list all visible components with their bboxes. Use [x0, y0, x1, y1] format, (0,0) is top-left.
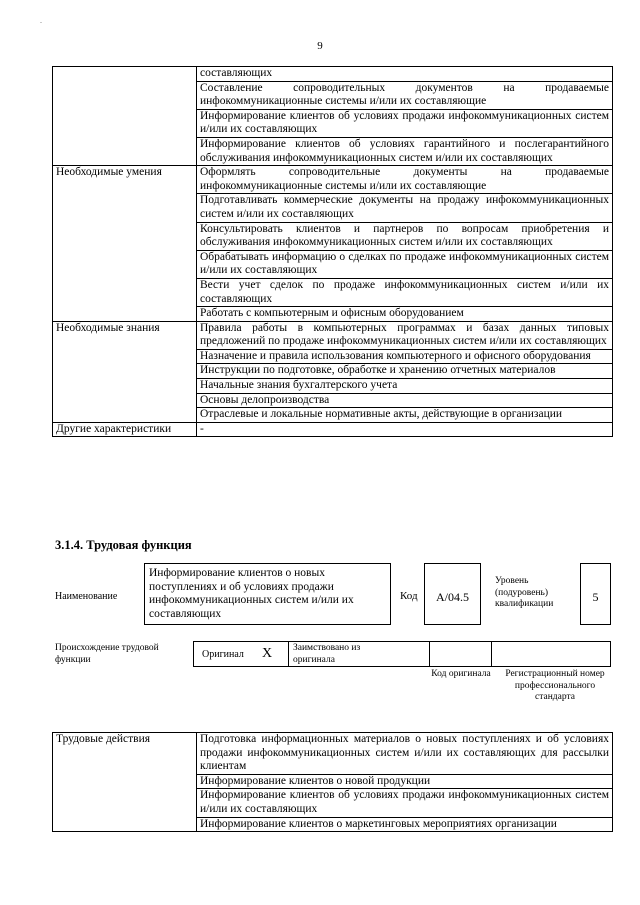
- scan-mark: .: [40, 16, 42, 25]
- level-box: [580, 563, 611, 625]
- row-label: Необходимые умения: [53, 166, 197, 322]
- row-item: Информирование клиентов о новой продукции: [197, 774, 613, 789]
- table-row: [53, 166, 613, 194]
- competency-table: [52, 66, 613, 437]
- labor-actions-table: [52, 732, 613, 832]
- reg-number-label: Регистрационный номер профессионального стандарта: [505, 669, 605, 702]
- row-label: Необходимые знания: [53, 321, 197, 422]
- row-item: Информирование клиентов об условиях гарантийного и послегарантийного обслуживания инфокоммуникационных систем и/или их составляющих: [197, 137, 613, 165]
- row-item: Подготавливать коммерческие документы на продажу инфокоммуникационных систем и/или их составляющих: [197, 194, 613, 222]
- borrowed-label: Заимствовано из оригинала: [293, 643, 361, 665]
- code-label: Код: [400, 590, 418, 602]
- level-value: 5: [592, 590, 599, 604]
- code-value: A/04.5: [436, 590, 469, 604]
- borrowed-cell: [288, 641, 430, 667]
- row-item: составляющих: [197, 67, 613, 82]
- row-item: Обрабатывать информацию о сделках по продаже инфокоммуникационных систем и/или их составляющих: [197, 250, 613, 278]
- original-cell: [193, 641, 289, 667]
- section-heading: 3.1.4. Трудовая функция: [55, 538, 192, 552]
- table-row: [53, 733, 613, 775]
- level-label: Уровень (подуровень) квалификации: [495, 576, 554, 609]
- row-label: Трудовые действия: [53, 733, 197, 832]
- row-item: Инструкции по подготовке, обработке и хранению отчетных материалов: [197, 364, 613, 379]
- row-item: Работать с компьютерным и офисным оборудованием: [197, 307, 613, 322]
- row-item: -: [197, 422, 613, 437]
- row-item: Консультировать клиентов и партнеров по вопросам приобретения и обслуживания инфокоммуникационных систем и/или их составляющих: [197, 222, 613, 250]
- origin-label: Происхождение трудовой функции: [55, 643, 159, 665]
- page-number: 9: [317, 40, 323, 52]
- row-item: Составление сопроводительных документов на продаваемые инфокоммуникационные системы и/или их составляющие: [197, 81, 613, 109]
- row-item: Основы делопроизводства: [197, 393, 613, 408]
- row-item: Назначение и правила использования компьютерного и офисного оборудования: [197, 349, 613, 364]
- row-item: Информирование клиентов об условиях продажи инфокоммуникационных систем и/или их составляющих: [197, 109, 613, 137]
- row-item: Правила работы в компьютерных программах и базах данных типовых предложений по продаже инфокоммуникационных систем и/или их составляющих: [197, 321, 613, 349]
- row-item: Вести учет сделок по продаже инфокоммуникационных систем и/или их составляющих: [197, 278, 613, 306]
- code-original-label: Код оригинала: [431, 669, 491, 679]
- row-item: Информирование клиентов об условиях продажи инфокоммуникационных систем и/или их составляющих: [197, 789, 613, 817]
- function-name-box: [144, 563, 391, 625]
- row-item: Отраслевые и локальные нормативные акты, действующие в организации: [197, 408, 613, 423]
- code-box: [424, 563, 481, 625]
- row-label: [53, 67, 197, 166]
- row-item: Оформлять сопроводительные документы на продаваемые инфокоммуникационные системы и/или их составляющие: [197, 166, 613, 194]
- reg-number-cell: [491, 641, 611, 667]
- row-item: Подготовка информационных материалов о новых поступлениях и об условиях продажи инфокоммуникационных систем и/или их составляющих для рассылки клиентам: [197, 733, 613, 775]
- origin-row: [193, 641, 611, 667]
- original-mark: X: [262, 646, 273, 661]
- original-label: Оригинал: [202, 649, 244, 660]
- code-original-cell: [429, 641, 492, 667]
- table-row: [53, 321, 613, 349]
- name-label: Наименование: [55, 591, 118, 602]
- row-item: Начальные знания бухгалтерского учета: [197, 379, 613, 394]
- function-name-value: Информирование клиентов о новых поступлениях и об условиях продажи инфокоммуникационных систем и/или их составляющих: [149, 567, 354, 620]
- row-label: Другие характеристики: [53, 422, 197, 437]
- table-row: [53, 67, 613, 82]
- table-row: [53, 422, 613, 437]
- row-item: Информирование клиентов о маркетинговых мероприятиях организации: [197, 817, 613, 832]
